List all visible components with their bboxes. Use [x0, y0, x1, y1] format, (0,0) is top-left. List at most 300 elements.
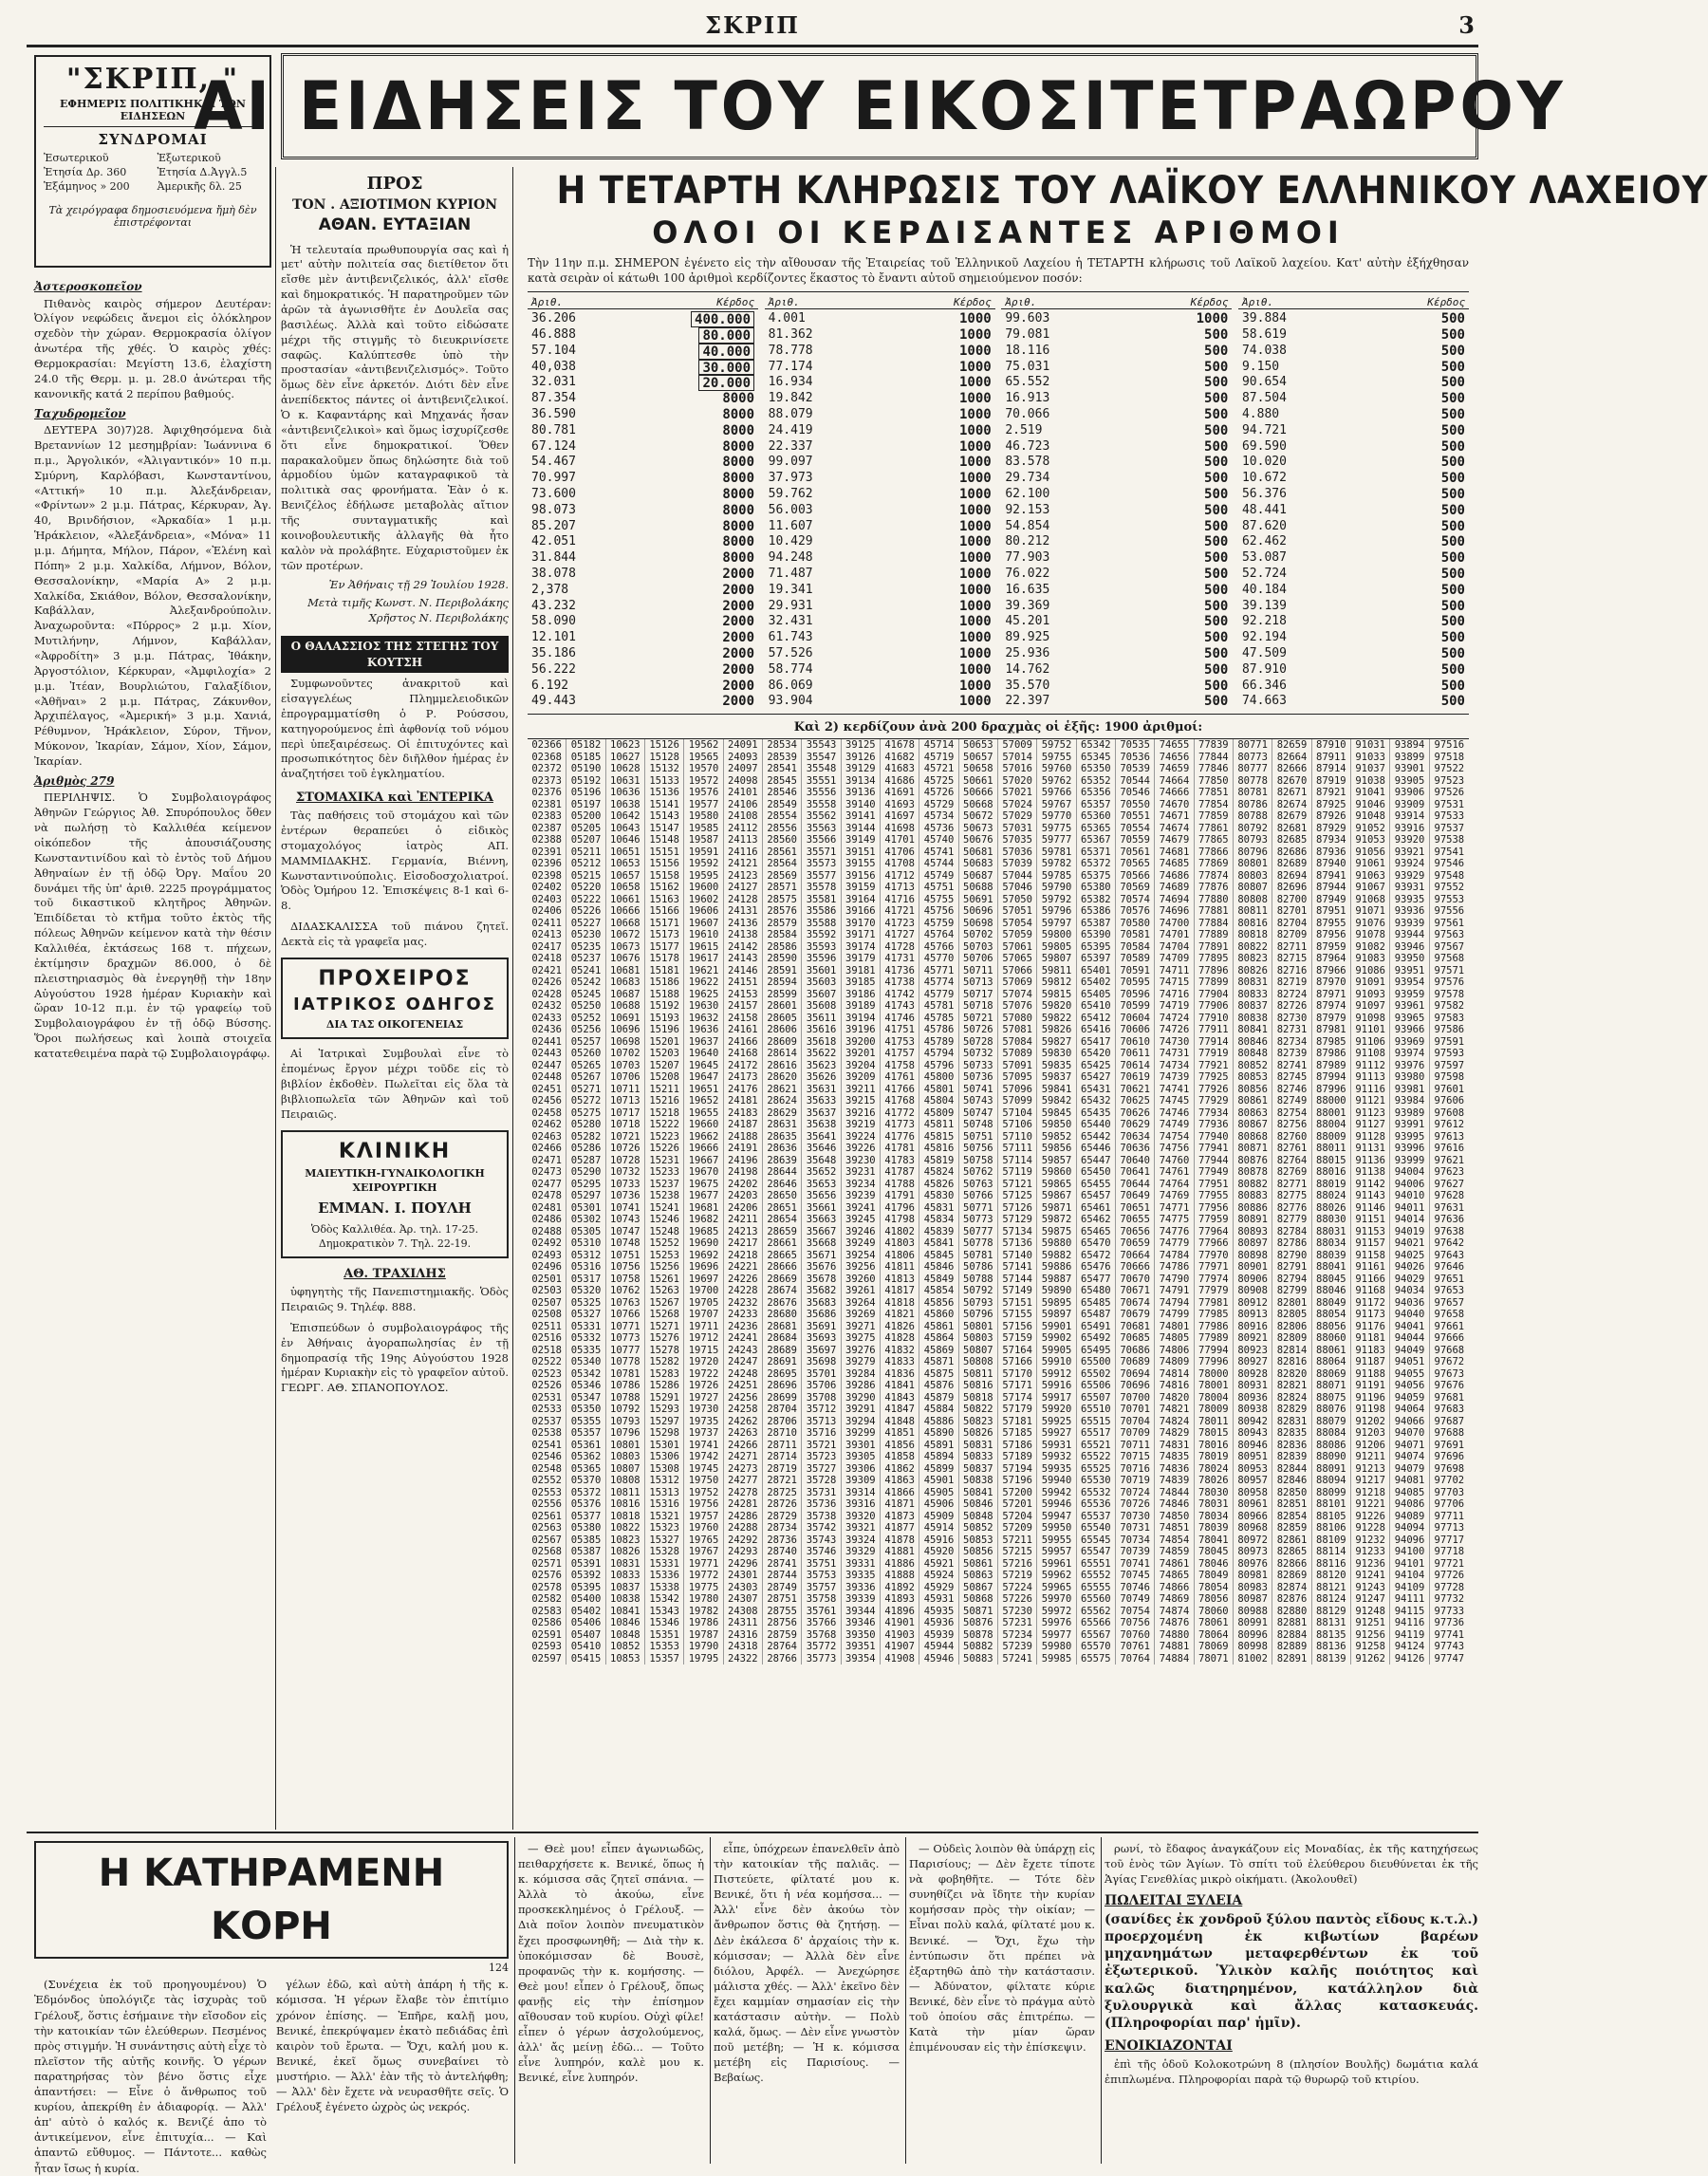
grid-number: 15233	[649, 1166, 679, 1179]
grid-number: 15336	[649, 1570, 679, 1582]
grid-number: 41803	[884, 1237, 915, 1250]
grid-number: 77861	[1198, 822, 1229, 834]
grid-number: 65506	[1081, 1380, 1111, 1392]
grid-number: 59805	[1041, 940, 1072, 953]
grid-number: 24292	[728, 1534, 758, 1546]
winning-row	[1238, 503, 1469, 519]
grid-number: 28666	[767, 1261, 797, 1274]
grid-number: 87994	[1316, 1071, 1346, 1084]
grid-number: 91188	[1355, 1367, 1385, 1380]
grid-number: 19587	[688, 834, 719, 846]
grid-number: 02522	[531, 1356, 562, 1368]
grid-number: 10793	[610, 1415, 640, 1427]
grid-number: 28714	[767, 1451, 797, 1463]
grid-number: 65431	[1081, 1083, 1111, 1095]
grid-number: 35738	[806, 1510, 837, 1522]
grid-number: 24307	[728, 1593, 758, 1606]
grid-number: 41683	[884, 763, 915, 775]
grid-number: 57066	[1002, 964, 1032, 976]
grid-number: 05252	[570, 1012, 602, 1024]
grid-number: 82824	[1276, 1391, 1308, 1404]
grid-number: 97688	[1434, 1427, 1465, 1440]
grid-number: 93969	[1394, 1035, 1425, 1048]
grid-number: 28624	[767, 1095, 797, 1107]
grid-number: 10777	[610, 1344, 640, 1356]
grid-number: 41798	[884, 1214, 915, 1226]
grid-number: 24127	[728, 882, 758, 894]
grid-number: 57209	[1002, 1522, 1032, 1534]
grid-number: 59872	[1041, 1214, 1072, 1226]
grid-number: 02373	[531, 774, 562, 787]
masthead-subtitle: ΕΦΗΜΕΡΙΣ ΠΟΛΙΤΙΚΗΚΑΙ ΤΩΝ ΕΙΔΗΣΕΩΝ	[44, 98, 262, 127]
grid-column	[1430, 739, 1469, 1665]
winning-row	[765, 679, 995, 695]
prize-amount: 500	[1440, 359, 1465, 375]
grid-number: 35638	[806, 1119, 837, 1131]
grid-number: 39290	[845, 1391, 876, 1404]
grid-number: 05297	[570, 1190, 602, 1202]
grid-number: 10822	[610, 1522, 640, 1534]
grid-number: 57076	[1002, 1000, 1032, 1013]
grid-number: 74865	[1159, 1570, 1190, 1582]
grid-number: 91251	[1355, 1617, 1385, 1629]
prize-amount: 8000	[722, 422, 755, 438]
grid-number: 94070	[1394, 1427, 1425, 1440]
winning-number: 22.337	[768, 438, 813, 454]
grid-number: 15126	[649, 739, 679, 752]
prize-amount: 8000	[722, 502, 755, 518]
grid-number: 59882	[1041, 1249, 1072, 1261]
winning-row	[528, 375, 758, 391]
grid-number: 94111	[1394, 1593, 1425, 1606]
grid-number: 35556	[806, 787, 837, 799]
grid-number: 19606	[688, 905, 719, 918]
observatory-title: Ἀστεροσκοπεῖον	[34, 280, 142, 293]
grid-number: 50673	[963, 822, 993, 834]
grid-number: 59897	[1041, 1309, 1072, 1321]
grid-number: 45914	[923, 1522, 955, 1534]
grid-number: 05250	[570, 1000, 602, 1013]
grid-number: 15241	[649, 1201, 679, 1214]
grid-number: 82659	[1276, 739, 1308, 752]
rent-ad-text: ἐπὶ τῆς ὁδοῦ Κολοκοτρώνη 8 (πλησίον Βουλῆς) δωμάτια καλά ἐπιπλωμένα. Πληροφορίαι παρὰ τῷ θυρωρῷ τοῦ κτιρίου.	[1105, 2056, 1478, 2086]
grid-number: 94044	[1394, 1332, 1425, 1345]
grid-number: 78019	[1198, 1451, 1229, 1463]
grid-number: 74880	[1159, 1628, 1190, 1641]
grid-number: 59790	[1041, 882, 1072, 894]
grid-number: 70659	[1120, 1237, 1150, 1250]
grid-number: 02418	[531, 953, 562, 965]
grid-number: 19675	[688, 1178, 719, 1190]
winning-number: 19.341	[768, 582, 813, 597]
winning-row	[765, 583, 995, 599]
grid-number: 24123	[728, 869, 758, 882]
grid-number: 91056	[1355, 846, 1385, 858]
column-rule	[905, 1837, 906, 2164]
winning-row	[765, 567, 995, 583]
grid-number: 97661	[1434, 1320, 1465, 1332]
grid-number: 28561	[767, 846, 797, 858]
grid-number: 41871	[884, 1498, 915, 1511]
grid-number: 93991	[1394, 1119, 1425, 1131]
winning-column-header	[528, 296, 758, 309]
grid-number: 70596	[1120, 988, 1150, 1000]
grid-number: 50713	[963, 976, 993, 989]
grid-number: 28601	[767, 1000, 797, 1013]
grid-number: 59961	[1041, 1557, 1072, 1570]
winning-number: 2.519	[1005, 422, 1043, 437]
grid-number: 10853	[610, 1652, 640, 1665]
winning-row	[1001, 487, 1232, 503]
grid-number: 80957	[1237, 1475, 1268, 1487]
grid-number: 70686	[1120, 1344, 1150, 1356]
grid-number: 57129	[1002, 1214, 1032, 1226]
grid-number: 24112	[728, 822, 758, 834]
grid-number: 74799	[1159, 1309, 1190, 1321]
bottom-column-5	[909, 1841, 1095, 2164]
grid-number: 78031	[1198, 1498, 1229, 1511]
winning-number: 9.150	[1241, 359, 1280, 374]
grid-number: 97638	[1434, 1225, 1465, 1237]
grid-number: 74756	[1159, 1143, 1190, 1155]
grid-number: 78011	[1198, 1415, 1229, 1427]
winning-row	[1001, 311, 1232, 327]
grid-number: 82681	[1276, 822, 1308, 834]
grid-number: 70640	[1120, 1154, 1150, 1166]
grid-number: 45719	[923, 751, 955, 763]
grid-number: 93914	[1394, 810, 1425, 823]
grid-number: 10706	[610, 1071, 640, 1084]
grid-number: 24188	[728, 1130, 758, 1143]
grid-number: 70544	[1120, 774, 1150, 787]
grid-number: 77941	[1198, 1143, 1229, 1155]
grid-number: 45774	[923, 976, 955, 989]
prize-amount: 40.000	[698, 344, 754, 360]
grid-number: 77866	[1198, 846, 1229, 858]
grid-number: 78026	[1198, 1475, 1229, 1487]
letter-addressee-title: ΤΟΝ . ΑΞΙΟΤΙΜΟΝ ΚΥΡΙΟΝ	[291, 196, 498, 213]
grid-number: 59796	[1041, 905, 1072, 918]
banner-text: ΑΙ ΕΙΔΗΣΕΙΣ ΤΟΥ ΕΙΚΟΣΙΤΕΤΡΑΩΡΟΥ	[193, 67, 1567, 145]
grid-number: 97747	[1434, 1652, 1465, 1665]
winning-row	[1238, 311, 1469, 327]
grid-number: 19745	[688, 1462, 719, 1475]
grid-number: 74659	[1159, 763, 1190, 775]
grid-number: 50668	[963, 798, 993, 810]
grid-number: 15346	[649, 1617, 679, 1629]
grid-number: 15193	[649, 1012, 679, 1024]
grid-number: 41836	[884, 1367, 915, 1380]
grid-number: 57024	[1002, 798, 1032, 810]
grid-number: 28676	[767, 1296, 797, 1309]
grid-number: 97673	[1434, 1367, 1465, 1380]
grid-number: 39301	[845, 1439, 876, 1451]
winning-number: 53.087	[1241, 550, 1287, 566]
grid-number: 77859	[1198, 810, 1229, 823]
lottery-intro: Τὴν 11ην π.μ. ΣΗΜΕΡΟΝ ἐγένετο εἰς τὴν αἴθουσαν τῆς Ἑταιρείας τοῦ Ἑλληνικοῦ Λαχείου ἡ ΤΕΤΑΡΤΗ κλήρωσις τοῦ Λαϊκοῦ λαχείου. Κατ' αὐτὴν ἐξήχθησαν κατὰ σειρὰν οἱ κάτωθι 100 ἀριθμοὶ κερδίζοντες ἕκαστος τὸ ἔναντι αὐτοῦ σημειούμενον ποσόν:	[528, 256, 1469, 285]
grid-number: 41776	[884, 1130, 915, 1143]
grid-number: 91106	[1355, 1035, 1385, 1048]
grid-number: 97636	[1434, 1214, 1465, 1226]
winning-number: 87.354	[531, 391, 576, 406]
grid-number: 28751	[767, 1593, 797, 1606]
grid-number: 05402	[570, 1605, 602, 1617]
grid-number: 24172	[728, 1059, 758, 1071]
grid-number: 39144	[845, 822, 876, 834]
winning-row	[1001, 471, 1232, 487]
grid-number: 02402	[531, 882, 562, 894]
column-rule	[512, 167, 513, 1830]
grid-number: 39336	[845, 1581, 876, 1593]
grid-number: 70604	[1120, 1012, 1150, 1024]
grid-number: 97538	[1434, 834, 1465, 846]
grid-number: 24176	[728, 1083, 758, 1095]
grid-number: 59942	[1041, 1486, 1072, 1498]
grid-number: 88109	[1316, 1534, 1346, 1546]
grid-number: 74670	[1159, 798, 1190, 810]
grid-number: 02537	[531, 1415, 562, 1427]
grid-number: 05200	[570, 810, 602, 823]
grid-number: 35773	[806, 1652, 837, 1665]
grid-number: 24266	[728, 1439, 758, 1451]
grid-number: 77906	[1198, 1000, 1229, 1013]
grid-number: 59917	[1041, 1391, 1072, 1404]
grid-number: 05332	[570, 1332, 602, 1345]
grid-number: 59766	[1041, 787, 1072, 799]
grid-number: 35578	[806, 882, 837, 894]
grid-number: 59950	[1041, 1522, 1072, 1534]
grid-number: 24142	[728, 940, 758, 953]
grid-number: 65401	[1081, 964, 1111, 976]
grid-number: 24211	[728, 1214, 758, 1226]
grid-number: 59755	[1041, 751, 1072, 763]
grid-number: 45811	[923, 1119, 955, 1131]
grid-number: 19651	[688, 1083, 719, 1095]
grid-number: 19712	[688, 1332, 719, 1345]
grid-number: 80931	[1237, 1380, 1268, 1392]
winning-number: 58.774	[768, 661, 813, 677]
winning-number: 16.635	[1005, 582, 1050, 597]
grid-number: 50691	[963, 893, 993, 905]
grid-number: 74694	[1159, 893, 1190, 905]
winning-row	[1001, 614, 1232, 630]
grid-number: 70636	[1120, 1143, 1150, 1155]
winning-number: 6.192	[531, 678, 569, 693]
winning-number: 80.212	[1005, 534, 1050, 549]
grid-number: 80846	[1237, 1035, 1268, 1048]
grid-number: 10717	[610, 1107, 640, 1119]
grid-number: 88045	[1316, 1273, 1346, 1285]
grid-number: 24303	[728, 1581, 758, 1593]
winning-row	[1238, 487, 1469, 503]
grid-number: 41802	[884, 1225, 915, 1237]
grid-number: 57119	[1002, 1166, 1032, 1179]
winning-row	[1238, 630, 1469, 646]
winning-row	[1001, 439, 1232, 456]
grid-number: 39309	[845, 1475, 876, 1487]
grid-number: 35608	[806, 1000, 837, 1013]
grid-number: 57186	[1002, 1439, 1032, 1451]
grid-number: 70649	[1120, 1190, 1150, 1202]
grid-number: 88124	[1316, 1593, 1346, 1606]
grid-number: 24196	[728, 1154, 758, 1166]
grid-number: 87929	[1316, 822, 1346, 834]
grid-number: 94085	[1394, 1486, 1425, 1498]
grid-number: 19640	[688, 1048, 719, 1060]
grid-number: 19795	[688, 1652, 719, 1665]
grid-number: 39346	[845, 1617, 876, 1629]
grid-number: 77910	[1198, 1012, 1229, 1024]
grid-number: 93946	[1394, 940, 1425, 953]
prize-amount: 1000	[958, 614, 992, 630]
grid-number: 65371	[1081, 846, 1111, 858]
grid-number: 05325	[570, 1296, 602, 1309]
winning-number: 99.097	[768, 455, 813, 470]
prize-amount: 8000	[722, 518, 755, 534]
grid-number: 57174	[1002, 1391, 1032, 1404]
grid-number: 39125	[845, 739, 876, 752]
grid-number: 57141	[1002, 1261, 1032, 1274]
grid-number: 02556	[531, 1498, 562, 1511]
grid-number: 02571	[531, 1557, 562, 1570]
prize-amount: 80.000	[698, 327, 754, 344]
stomachic-title: ΣΤΟΜΑΧΙΚΑ καὶ ἘΝΤΕΡΙΚΑ	[296, 790, 493, 806]
grid-number: 24138	[728, 929, 758, 941]
grid-number: 59826	[1041, 1024, 1072, 1036]
grid-number: 97653	[1434, 1285, 1465, 1297]
winning-number: 25.936	[1005, 645, 1050, 660]
grid-number: 45841	[923, 1237, 955, 1250]
grid-number: 19600	[688, 882, 719, 894]
grid-number: 87944	[1316, 882, 1346, 894]
grid-number: 19667	[688, 1154, 719, 1166]
grid-number: 10657	[610, 869, 640, 882]
grid-number: 91153	[1355, 1225, 1385, 1237]
grid-number: 39194	[845, 1012, 876, 1024]
grid-number: 59871	[1041, 1201, 1072, 1214]
winning-row	[528, 599, 758, 615]
grid-number: 97533	[1434, 810, 1465, 823]
grid-number: 05230	[570, 929, 602, 941]
winning-row	[1238, 519, 1469, 535]
grid-number: 59815	[1041, 988, 1072, 1000]
grid-number: 24131	[728, 905, 758, 918]
winning-row	[765, 630, 995, 646]
grid-number: 80833	[1237, 988, 1268, 1000]
grid-number: 41766	[884, 1083, 915, 1095]
prize-amount: 500	[1440, 406, 1465, 422]
winning-row	[765, 662, 995, 679]
grid-number: 77880	[1198, 893, 1229, 905]
grid-number: 50876	[963, 1617, 993, 1629]
grid-number: 45751	[923, 882, 955, 894]
grid-number: 02511	[531, 1320, 562, 1332]
grid-number: 77889	[1198, 929, 1229, 941]
grid-number: 80878	[1237, 1166, 1268, 1179]
grid-number: 74664	[1159, 774, 1190, 787]
grid-number: 19737	[688, 1427, 719, 1440]
grid-number: 59850	[1041, 1119, 1072, 1131]
grid-number: 41901	[884, 1617, 915, 1629]
grid-number: 91067	[1355, 882, 1385, 894]
grid-number: 28609	[767, 1035, 797, 1048]
winning-row	[765, 311, 995, 327]
grid-number: 97553	[1434, 893, 1465, 905]
grid-number: 97578	[1434, 988, 1465, 1000]
grid-number: 41881	[884, 1546, 915, 1558]
grid-number: 15132	[649, 763, 679, 775]
grid-number: 19682	[688, 1214, 719, 1226]
grid-number: 05350	[570, 1404, 602, 1416]
grid-number: 74805	[1159, 1332, 1190, 1345]
grid-number: 94066	[1394, 1415, 1425, 1427]
grid-number: 28646	[767, 1178, 797, 1190]
grid-number: 87981	[1316, 1024, 1346, 1036]
grid-number: 70655	[1120, 1214, 1150, 1226]
grid-number: 65357	[1081, 798, 1111, 810]
grid-number: 82709	[1276, 929, 1308, 941]
grid-number: 39294	[845, 1415, 876, 1427]
grid-number: 91168	[1355, 1285, 1385, 1297]
grid-column	[566, 739, 605, 1665]
grid-number: 24217	[728, 1237, 758, 1250]
grid-number: 91203	[1355, 1427, 1385, 1440]
grid-number: 65462	[1081, 1214, 1111, 1226]
grid-number: 59760	[1041, 763, 1072, 775]
grid-number: 02501	[531, 1273, 562, 1285]
grid-number: 70741	[1120, 1557, 1150, 1570]
grid-number: 78049	[1198, 1570, 1229, 1582]
grid-number: 87921	[1316, 787, 1346, 799]
grid-number: 50852	[963, 1522, 993, 1534]
grid-number: 78056	[1198, 1593, 1229, 1606]
grid-number: 15158	[649, 869, 679, 882]
prize-amount: 1000	[958, 678, 992, 694]
grid-number: 39344	[845, 1605, 876, 1617]
grid-number: 45931	[923, 1593, 955, 1606]
grid-number: 41791	[884, 1190, 915, 1202]
grid-number: 50736	[963, 1071, 993, 1084]
grid-number: 57009	[1002, 739, 1032, 752]
grid-number: 05377	[570, 1510, 602, 1522]
grid-number: 24143	[728, 953, 758, 965]
grid-number: 41888	[884, 1570, 915, 1582]
grid-number: 93961	[1394, 1000, 1425, 1013]
grid-number: 65345	[1081, 751, 1111, 763]
grid-number: 15293	[649, 1404, 679, 1416]
grid-number: 82801	[1276, 1296, 1308, 1309]
winning-number: 87.910	[1241, 661, 1287, 677]
grid-number: 70554	[1120, 822, 1150, 834]
grid-number: 94036	[1394, 1296, 1425, 1309]
grid-number: 15301	[649, 1439, 679, 1451]
banner-headline	[193, 53, 1567, 159]
winning-number: 99.603	[1005, 311, 1050, 326]
grid-number: 57054	[1002, 917, 1032, 929]
grid-number: 41873	[884, 1510, 915, 1522]
grid-number: 59812	[1041, 976, 1072, 989]
grid-number: 59902	[1041, 1332, 1072, 1345]
grid-number: 10743	[610, 1214, 640, 1226]
grid-number: 24286	[728, 1510, 758, 1522]
grid-number: 19607	[688, 917, 719, 929]
grid-number: 39186	[845, 988, 876, 1000]
prize-amount: 500	[1440, 630, 1465, 646]
grid-number: 35772	[806, 1641, 837, 1653]
grid-number: 65352	[1081, 774, 1111, 787]
grid-number: 50696	[963, 905, 993, 918]
masthead-title: "ΣΚΡΙΠ,,"	[65, 63, 240, 96]
